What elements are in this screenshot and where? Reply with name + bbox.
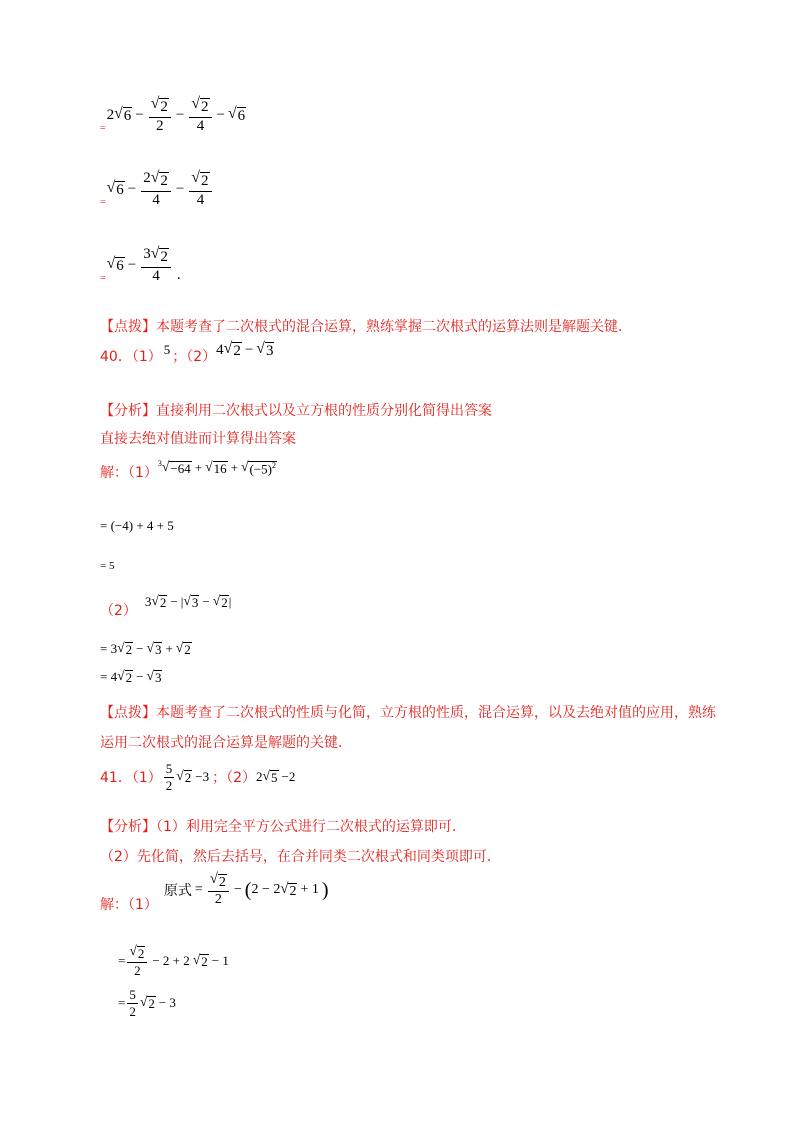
dianbo-note-1: 【点拨】本题考查了二次根式的混合运算，熟练掌握二次根式的运算法则是解题关键. <box>100 319 623 335</box>
dianbo-note-2-line-1: 【点拨】本题考查了二次根式的性质与化简，立方根的性质，混合运算，以及去绝对值的应用，熟练 <box>100 705 716 721</box>
step-40-2: = 5 <box>100 560 115 572</box>
fenxi-40-line-1: 【分析】直接利用二次根式以及立方根的性质分别化简得出答案 <box>100 403 492 419</box>
step-40-1: = (−4) + 4 + 5 <box>100 518 174 533</box>
step-41-1: = √ 2 2 − 2 + 2 √ 2 − 1 <box>118 943 229 979</box>
fenxi-41-line-1: 【分析】（1）利用完全平方公式进行二次根式的运算即可. <box>100 819 457 835</box>
fenxi-41-line-2: （2）先化简，然后去括号，在合并同类二次根式和同类项即可. <box>100 849 492 865</box>
equals-lead: = <box>100 123 106 135</box>
fraction-root2-over-4: √ 2 4 <box>189 96 211 134</box>
question-40-answer: 40．（1） 5 ；（2） 4 √ 2 − √ 3 <box>100 340 274 365</box>
jie-40-part-2: （2） 3 √ 2 − | √ 3 − √ 2 | <box>100 593 232 619</box>
step-40-3: = 3 √ 2 − √ 3 + √ 2 <box>100 640 191 657</box>
fraction-root2-over-2: √ 2 2 <box>149 96 171 134</box>
sqrt-6: √ 6 <box>114 105 132 125</box>
step-40-4: = 4 √ 2 − √ 3 <box>100 668 162 685</box>
step-line-2: = √ 6 − 2 √ 2 4 − √ 2 4 <box>100 170 214 208</box>
dianbo-note-2-line-2: 运用二次根式的混合运算是解题的关键. <box>100 735 343 751</box>
fenxi-40-line-2: 直接去绝对值进而计算得出答案 <box>100 431 296 447</box>
jie-41-part-1: 解：（1） 原式 = √ 2 2 − ( 2 − 2 √ 2 + 1 ) <box>100 871 329 914</box>
jie-40-part-1: 解：（1） 3 √ −64 + √ 16 + √ $(-5)^2$ <box>100 459 276 481</box>
question-41-answer: 41．（1） $\frac{5}{2}$ √ 2 −3 ；（2） 2 √ 5 −2 <box>100 761 296 793</box>
step-line-1: = 2 √ 6 − √ 2 2 − √ 2 4 − √ 6 <box>100 95 246 135</box>
step-line-3: = √ 6 − 3 √ 2 4 . <box>100 245 181 285</box>
step-41-2: = $\frac{5}{2}$ √ 2 − 3 <box>118 987 176 1019</box>
